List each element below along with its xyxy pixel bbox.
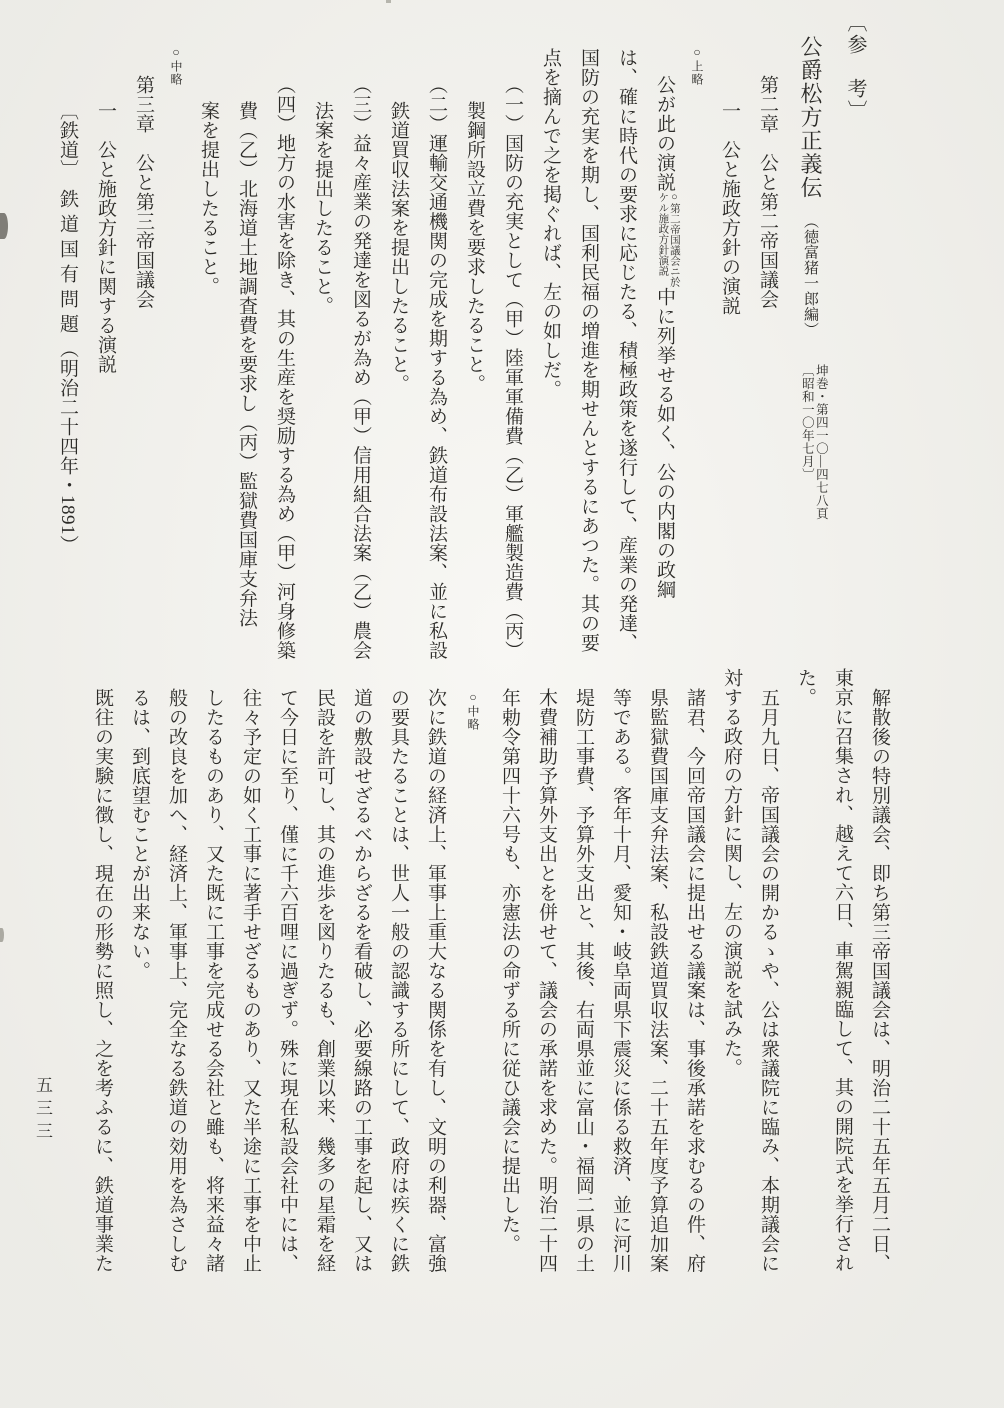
text-column: 対する政府の方針に関し、左の演説を試みた。 <box>721 668 742 1078</box>
topic-title: 鉄道国有問題 <box>57 189 78 339</box>
speech-column: 木費補助予算外支出とを併せて、議会の承諾を求めた。明治二十四 <box>536 688 557 1273</box>
text-column: 点を摘んで之を掲ぐれば、左の如しだ。 <box>540 48 561 399</box>
speech-note-left: ケル施政方針演説 <box>657 192 669 276</box>
paragraph-opening-line <box>645 12 683 660</box>
chapter2-heading: 第二章 公と第二帝国議会 <box>757 75 778 309</box>
list-item-1: （一）国防の充実として（甲）陸軍軍備費（乙）軍艦製造費（丙） <box>502 75 523 660</box>
text-column: 解散後の特別議会、即ち第三帝国議会は、明治二十五年五月二日、 <box>869 688 890 1273</box>
paragraph-text-post: 中に列挙せる如く、公の内閣の政綱 <box>654 287 675 599</box>
text-column: 国防の充実を期し、国利民福の増進を期せんとするにあつた。其の要 <box>578 48 599 653</box>
section2-heading: 一 公と施政方針の演説 <box>719 101 740 316</box>
spacer <box>67 179 68 189</box>
text-column: 東京に召集され、越えて六日、車駕親臨して、其の開院式を挙行され <box>832 668 853 1273</box>
speech-column: 既往の実験に徴し、現在の形勢に照し、之を考ふるに、鉄道事業た <box>92 688 113 1273</box>
speech-column: 県監獄費国庫支弁法案、私設鉄道買収法案、二十五年度予算追加案 <box>647 688 668 1273</box>
speech-column: 民設を許可し、其の進歩を図りたるも、創業以来、幾多の星霜を経 <box>314 688 335 1273</box>
list-item-3: （三）益々産業の発達を図るが為め（甲）信用組合法案（乙）農会 <box>350 75 371 660</box>
paragraph-text-pre: 公が此の演説 <box>654 75 675 192</box>
section3-heading: 一 公と施政方針に関する演説 <box>95 101 116 374</box>
page-number: 五三三 <box>33 1076 52 1145</box>
list-item-2: （二）運輸交通機関の完成を期する為め、鉄道布設法案、並に私設 <box>426 75 447 660</box>
speech-column: 年勅令第四十六号も、亦憲法の命ずる所に従ひ議会に提出した。 <box>499 688 520 1254</box>
list-item-4-continuation: 費（乙）北海道土地調査費を要求し（丙）監獄費国庫支弁法 <box>236 101 257 628</box>
speech-column: 般の改良を加へ、経済上、軍事上、完全なる鉄道の効用を為さしむ <box>166 688 187 1273</box>
spacer <box>810 200 811 214</box>
scan-artifact <box>0 928 4 942</box>
volume-note-right: 坤巻・第四一〇—四七八頁 <box>814 363 829 520</box>
omission-mark-top: ○上略 <box>690 45 704 86</box>
speech-column: 堤防工事費、予算外支出と、其後、右両県並に富山・福岡二県の土 <box>573 688 594 1273</box>
scan-artifact <box>0 213 8 239</box>
scan-artifact <box>386 0 391 3</box>
volume-note-left: 〔昭和一〇年七月〕 <box>800 363 815 481</box>
speech-column: したるものあり、又た既に工事を完成せる会社と雖も、将来益々諸 <box>203 688 224 1273</box>
book-editor: （徳富猪一郎編） <box>802 213 818 338</box>
speech-column: 等である。客年十月、愛知・岐阜両県下震災に係る救済、並に河川 <box>610 688 631 1273</box>
list-item-4-continuation: 案を提出したること。 <box>198 101 219 296</box>
bottom-text-block <box>84 665 898 1297</box>
text-column: は、確に時代の要求に応じたる、積極政策を遂行して、産業の発達、 <box>616 48 637 653</box>
volume-page-note <box>800 364 828 520</box>
list-item-2-continuation: 鉄道買収法案を提出したること。 <box>388 101 409 394</box>
book-title-column <box>786 12 834 660</box>
list-item-3-continuation: 法案を提出したること。 <box>312 101 333 316</box>
speech-column: 道の敷設せざるべからざるを看破し、必要線路の工事を起し、又は <box>351 688 372 1273</box>
list-item-4: （四）地方の水害を除き、其の生産を奨励する為め（甲）河身修築 <box>274 75 295 660</box>
omission-mark-bottom: ○中略 <box>466 690 480 731</box>
reference-label: 〔参 考〕 <box>844 12 866 122</box>
spacer <box>810 338 811 364</box>
topic-bracket-label: 〔鉄道〕 <box>57 101 78 179</box>
speech-column: の要具たることは、世人一般の認識する所にして、政府は疾くに鉄 <box>388 688 409 1273</box>
speech-note-right: ○第二帝国議会ニ於 <box>668 192 680 287</box>
inline-speech-title-note <box>657 192 680 287</box>
speech-column: て今日に至り、僅に千六百哩に過ぎず。殊に現在私設会社中には、 <box>277 688 298 1273</box>
text-column: 五月九日、帝国議会の開かるゝや、公は衆議院に臨み、本期議会に <box>758 688 779 1273</box>
list-item-1-continuation: 製鋼所設立費を要求したること。 <box>464 101 485 394</box>
chapter3-heading: 第三章 公と第三帝国議会 <box>133 75 154 309</box>
text-column: た。 <box>795 668 816 707</box>
topic-year: （明治二十四年・1891） <box>57 339 78 555</box>
speech-column: 次に鉄道の経済上、軍事上重大なる関係を有し、文明の利器、富強 <box>425 688 446 1273</box>
omission-mark-middle: ○中略 <box>169 45 183 86</box>
speech-column: るは、到底望むことが出来ない。 <box>129 688 150 981</box>
top-text-block <box>48 12 876 660</box>
topic-heading <box>48 12 86 660</box>
speech-column: 往々予定の如く工事に著手せざるものあり、又た半途に工事を中止 <box>240 688 261 1273</box>
book-title: 公爵松方正義伝 <box>798 35 823 200</box>
speech-column: 諸君、今回帝国議会に提出せる議案は、事後承諾を求むるの件、府 <box>684 688 705 1273</box>
